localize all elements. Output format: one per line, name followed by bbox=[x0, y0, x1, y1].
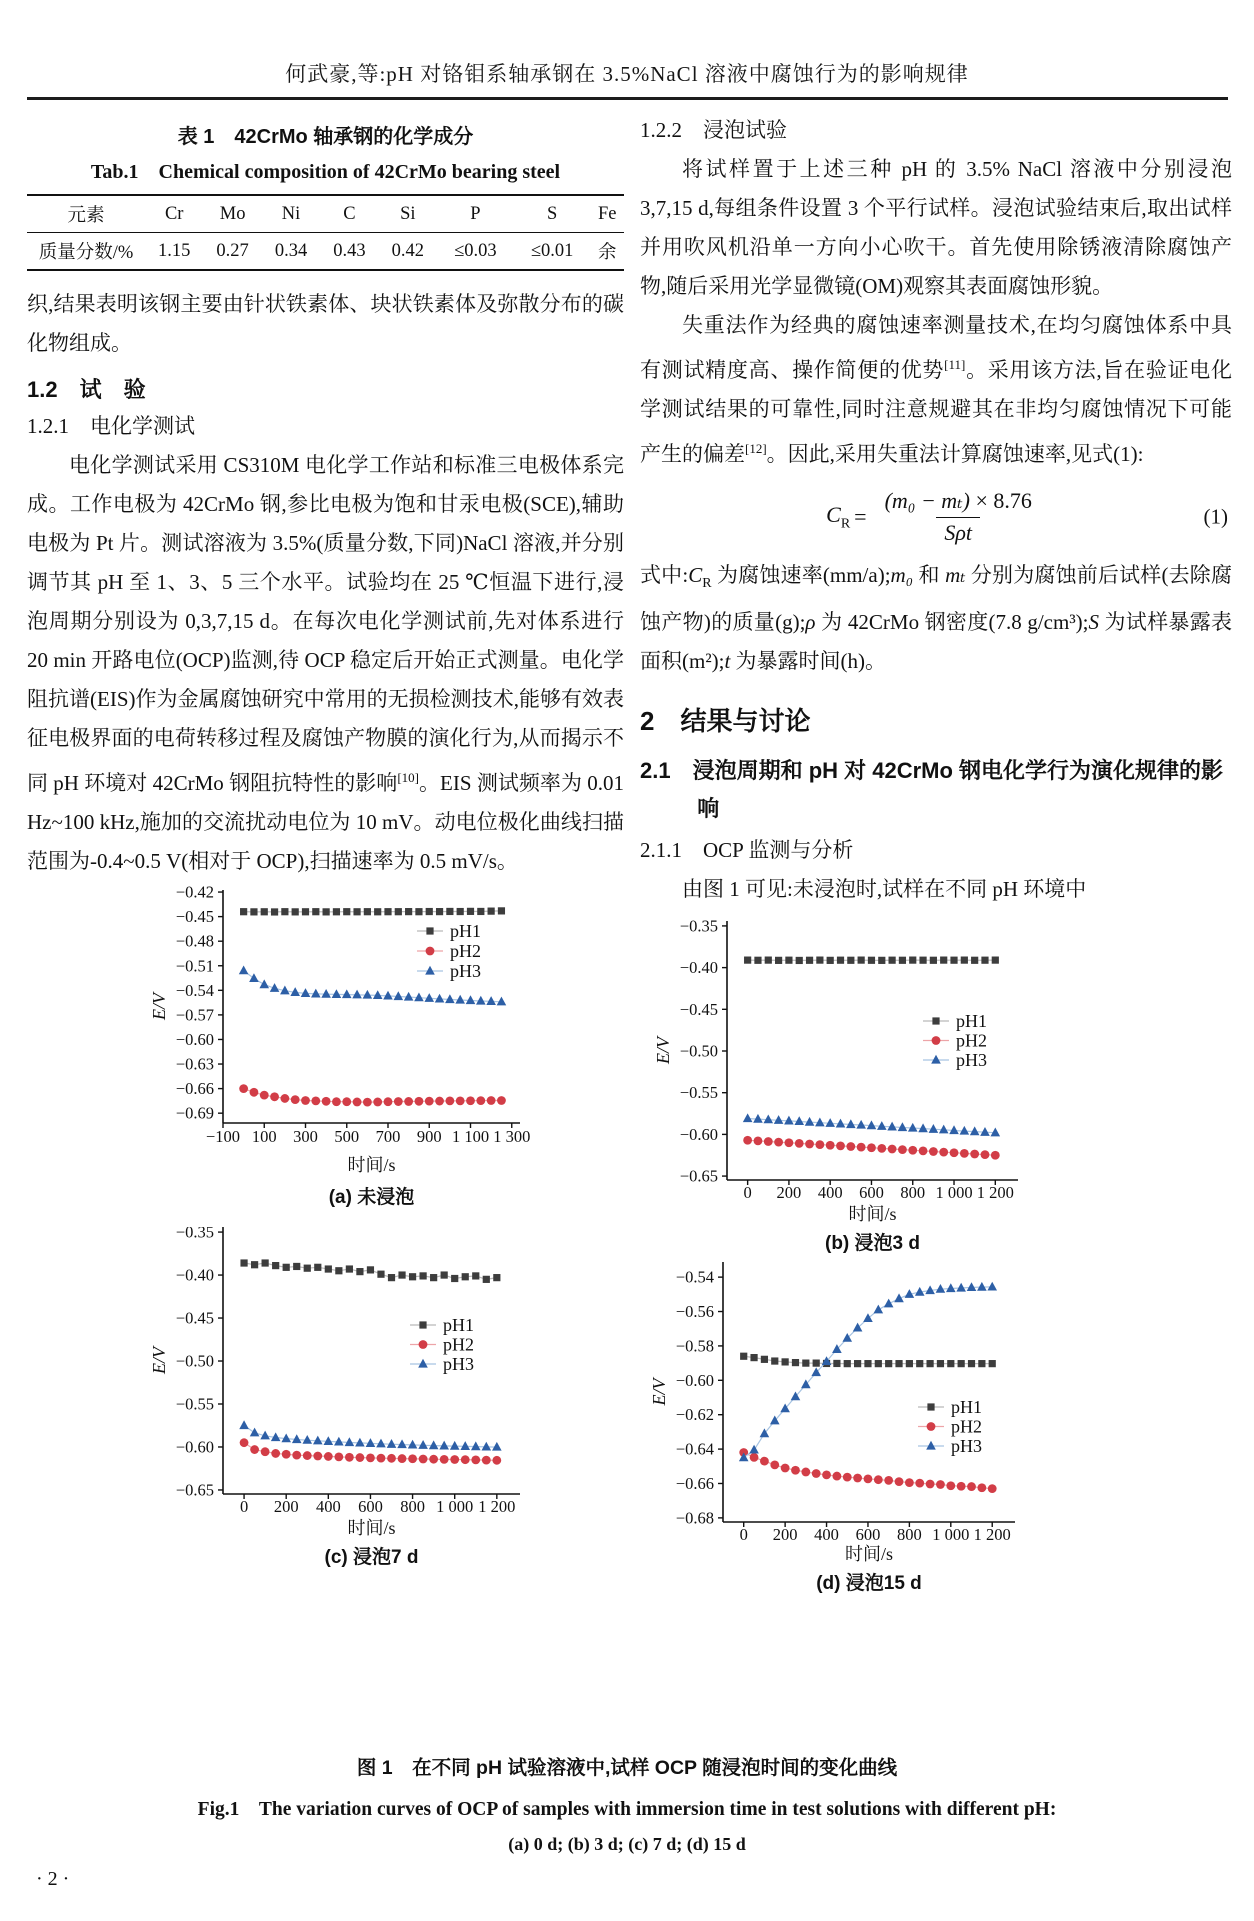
svg-text:−0.66: −0.66 bbox=[675, 1474, 714, 1494]
paragraph-text: 。因此,采用失重法计算腐蚀速率,见式(1): bbox=[766, 442, 1144, 466]
table-header-cell: C bbox=[320, 195, 378, 233]
ocp-chart-7d bbox=[27, 1227, 624, 1567]
table-header-cell: P bbox=[437, 195, 514, 233]
svg-text:400: 400 bbox=[315, 1497, 341, 1516]
paragraph-text: 失重法作为经典的腐蚀速率测量技术,在均匀腐蚀体系中具有测试精度高、操作简便的优势 bbox=[640, 313, 1232, 382]
heading-1-2-1: 1.2.1 电化学测试 bbox=[27, 414, 195, 438]
paragraph-text: 。采用该方法,旨在验证电化学测试结果的可靠性,同时注意规避其在非均匀腐蚀情况下可能产生的偏差 bbox=[640, 358, 1233, 466]
svg-text:−0.60: −0.60 bbox=[175, 1029, 214, 1049]
citation-ref-12: [12] bbox=[745, 441, 767, 456]
svg-text:时间/s: 时间/s bbox=[844, 1544, 894, 1565]
svg-text:pH2: pH2 bbox=[951, 1416, 982, 1437]
paragraph-weight-loss bbox=[640, 306, 1232, 474]
table-header-cell: Cr bbox=[145, 195, 203, 233]
heading-2: 2 结果与讨论 bbox=[640, 706, 811, 737]
svg-text:600: 600 bbox=[859, 1183, 884, 1203]
svg-text:pH2: pH2 bbox=[443, 1334, 474, 1355]
svg-text:−0.45: −0.45 bbox=[175, 907, 214, 927]
table-cell: 质量分数/% bbox=[38, 243, 134, 263]
svg-text:时间/s: 时间/s bbox=[347, 1155, 396, 1175]
svg-text:E/V: E/V bbox=[149, 1347, 169, 1374]
svg-text:600: 600 bbox=[855, 1525, 881, 1545]
equation-1 bbox=[640, 488, 1232, 546]
var-C: C bbox=[688, 563, 703, 587]
svg-text:(a) 未浸泡: (a) 未浸泡 bbox=[328, 1187, 415, 1208]
paragraph-text: 电化学测试采用 CS310M 电化学工作站和标准三电极体系完成。工作电极为 42CrMo 钢,参比电极为饱和甘汞电极(SCE),辅助电极为 Pt 片。测试溶液为 3.5%(质量分数,下同)NaCl 溶液,并分别调节其 pH 至 1、3、5 三个水平。试验均在 25 ℃恒温下进行,浸泡周期分别设为 0,3,7,15 d。在每次电化学测试前,先对体系进行 20 min 开路电位(OCP)监测,待 OCP 稳定后开始正式测量。电化学阻抗谱(EIS)作为金属腐蚀研究中常用的无损检测技术,能够有效表征电极界面的电荷转移过程及腐蚀产物膜的演化行为,从而揭示不同 pH 环境对 42CrMo 钢阻抗特性的影响 bbox=[27, 453, 624, 795]
table-header-cell: 元素 bbox=[27, 195, 145, 233]
paragraph-where bbox=[640, 556, 1232, 681]
svg-text:−0.45: −0.45 bbox=[175, 1308, 214, 1328]
series-pH1 bbox=[740, 1353, 996, 1368]
svg-text:(d) 浸泡15 d: (d) 浸泡15 d bbox=[816, 1573, 922, 1595]
svg-text:pH2: pH2 bbox=[450, 941, 481, 961]
svg-text:1 000: 1 000 bbox=[436, 1497, 474, 1516]
svg-text:−0.35: −0.35 bbox=[175, 1227, 214, 1242]
var-m0: m₀ bbox=[890, 563, 914, 587]
svg-text:−0.68: −0.68 bbox=[675, 1508, 714, 1528]
svg-text:pH3: pH3 bbox=[951, 1436, 982, 1457]
right-column bbox=[640, 112, 1232, 1595]
table-cell: ≤0.03 bbox=[454, 240, 497, 261]
svg-text:−0.57: −0.57 bbox=[175, 1005, 214, 1025]
table1-title-en: Tab.1 Chemical composition of 42CrMo bearing steel bbox=[90, 161, 561, 183]
svg-text:pH1: pH1 bbox=[450, 921, 481, 941]
svg-text:800: 800 bbox=[400, 1497, 425, 1516]
paragraph-text: 为 42CrMo 钢密度(7.8 g/cm³); bbox=[815, 610, 1089, 635]
ocp-chart-15d bbox=[640, 1255, 1232, 1595]
var-mt: mₜ bbox=[945, 563, 966, 587]
svg-text:(c) 浸泡7 d: (c) 浸泡7 d bbox=[324, 1547, 419, 1567]
svg-text:−0.64: −0.64 bbox=[675, 1439, 714, 1459]
paragraph-text: 为暴露时间(h)。 bbox=[730, 649, 887, 674]
ocp-chart-3d bbox=[640, 913, 1232, 1253]
table1-composition bbox=[27, 194, 624, 271]
equation-lhs: $C_R$ bbox=[826, 501, 851, 532]
svg-text:pH1: pH1 bbox=[443, 1315, 474, 1335]
svg-text:400: 400 bbox=[814, 1525, 839, 1545]
svg-text:−0.50: −0.50 bbox=[175, 1351, 214, 1371]
svg-text:−0.54: −0.54 bbox=[175, 980, 214, 1000]
svg-text:−0.40: −0.40 bbox=[175, 1265, 214, 1285]
equation-number: (1) bbox=[1203, 504, 1228, 529]
svg-text:600: 600 bbox=[358, 1497, 383, 1516]
svg-text:−0.55: −0.55 bbox=[175, 1394, 214, 1414]
svg-text:200: 200 bbox=[772, 1525, 798, 1545]
table-cell: 0.43 bbox=[333, 240, 366, 261]
svg-text:pH3: pH3 bbox=[443, 1354, 474, 1374]
table-cell: 0.27 bbox=[216, 240, 249, 261]
running-header: 何武豪,等:pH 对铬钼系轴承钢在 3.5%NaCl 溶液中腐蚀行为的影响规律 bbox=[285, 62, 969, 86]
fraction-numerator: (m₀ − mₜ) × 8.76 bbox=[884, 488, 1032, 513]
svg-text:−0.60: −0.60 bbox=[679, 1125, 718, 1145]
table-row bbox=[27, 233, 624, 271]
fraction-denominator: Sρt bbox=[936, 517, 980, 546]
series-pH2 bbox=[239, 1084, 506, 1106]
svg-text:−0.40: −0.40 bbox=[679, 958, 718, 978]
var-rho: ρ bbox=[805, 610, 816, 635]
figure1-caption-zh: 图 1 在不同 pH 试验溶液中,试样 OCP 随浸泡时间的变化曲线 bbox=[356, 1757, 898, 1779]
paragraph-text: 分别为腐蚀前后试样(去除腐蚀产物)的质量(g); bbox=[640, 563, 1232, 635]
svg-text:−0.54: −0.54 bbox=[675, 1267, 714, 1287]
svg-text:−0.50: −0.50 bbox=[679, 1041, 718, 1061]
paragraph-text: 为腐蚀速率(mm/a); bbox=[711, 563, 891, 587]
svg-text:1 200: 1 200 bbox=[973, 1525, 1011, 1545]
svg-text:−0.55: −0.55 bbox=[679, 1083, 718, 1103]
fraction bbox=[877, 488, 1040, 546]
heading-2-1-1: 2.1.1 OCP 监测与分析 bbox=[640, 838, 854, 863]
legend bbox=[918, 1397, 982, 1456]
svg-text:时间/s: 时间/s bbox=[347, 1518, 396, 1538]
table-header-cell: Mo bbox=[203, 195, 261, 233]
var-S: S bbox=[1088, 610, 1099, 635]
svg-text:−0.65: −0.65 bbox=[175, 1480, 214, 1500]
svg-text:−0.45: −0.45 bbox=[679, 999, 718, 1019]
citation-ref-10: [10] bbox=[397, 770, 419, 785]
svg-text:−0.66: −0.66 bbox=[175, 1079, 214, 1099]
var-sub-R: R bbox=[702, 576, 712, 592]
svg-text:1 200: 1 200 bbox=[976, 1183, 1014, 1203]
legend bbox=[417, 921, 481, 981]
paragraph-text: 为试样暴露表面积(m²); bbox=[640, 610, 1233, 674]
svg-text:pH3: pH3 bbox=[450, 961, 481, 981]
svg-text:−0.65: −0.65 bbox=[679, 1166, 718, 1186]
svg-text:(b) 浸泡3 d: (b) 浸泡3 d bbox=[825, 1233, 920, 1254]
svg-text:1 000: 1 000 bbox=[932, 1525, 970, 1545]
svg-text:0: 0 bbox=[239, 1497, 249, 1516]
left-column bbox=[27, 112, 624, 1567]
series-pH2 bbox=[743, 1136, 999, 1160]
svg-text:E/V: E/V bbox=[149, 993, 169, 1020]
figure1-caption-parts: (a) 0 d; (b) 3 d; (c) 7 d; (d) 15 d bbox=[508, 1834, 746, 1854]
equals-sign: = bbox=[854, 504, 867, 529]
series-pH3 bbox=[743, 1114, 1000, 1137]
ocp-chart-0d bbox=[27, 885, 624, 1225]
table-row bbox=[27, 195, 624, 233]
heading-1-2-2: 1.2.2 浸泡试验 bbox=[640, 118, 787, 142]
svg-text:pH2: pH2 bbox=[956, 1030, 987, 1051]
paragraph-text: 。EIS 测试频率为 0.01 Hz~100 kHz,施加的交流扰动电位为 10 mV。动电位极化曲线扫描范围为-0.4~0.5 V(相对于 OCP),扫描速率为 0.5 mV/s。 bbox=[27, 771, 624, 873]
svg-text:E/V: E/V bbox=[649, 1378, 669, 1406]
svg-text:1 100: 1 100 bbox=[451, 1127, 490, 1146]
svg-text:−0.51: −0.51 bbox=[175, 956, 214, 976]
paragraph-text: 和 bbox=[913, 563, 946, 587]
page-number: · 2 · bbox=[36, 1868, 70, 1890]
paragraph-immersion: 将试样置于上述三种 pH 的 3.5% NaCl 溶液中分别浸泡 3,7,15 d,每组条件设置 3 个平行试样。浸泡试验结束后,取出试样并用吹风机沿单一方向小心吹干。首先使用除锈液清除腐蚀产物,随后采用光学显微镜(OM)观察其表面腐蚀形貌。 bbox=[640, 157, 1232, 298]
svg-text:1 300: 1 300 bbox=[493, 1127, 531, 1146]
svg-text:300: 300 bbox=[293, 1127, 318, 1146]
svg-text:400: 400 bbox=[817, 1183, 843, 1203]
legend bbox=[410, 1315, 474, 1374]
var-t: t bbox=[724, 649, 731, 674]
svg-text:−0.60: −0.60 bbox=[675, 1370, 714, 1390]
svg-text:pH1: pH1 bbox=[956, 1011, 987, 1032]
svg-text:−0.35: −0.35 bbox=[679, 916, 718, 936]
svg-text:−0.63: −0.63 bbox=[175, 1054, 214, 1074]
figure1-caption-en: Fig.1 The variation curves of OCP of samples with immersion time in test solutions with different pH: bbox=[197, 1799, 1057, 1820]
svg-text:−0.48: −0.48 bbox=[175, 931, 214, 951]
table-header-cell: Si bbox=[379, 195, 437, 233]
svg-text:−0.42: −0.42 bbox=[175, 885, 214, 902]
table-cell: ≤0.01 bbox=[530, 240, 574, 261]
series-pH1 bbox=[744, 957, 999, 965]
svg-text:200: 200 bbox=[273, 1497, 299, 1516]
table1-title-zh: 表 1 42CrMo 轴承钢的化学成分 bbox=[177, 126, 474, 148]
svg-text:−0.69: −0.69 bbox=[175, 1103, 214, 1123]
svg-text:200: 200 bbox=[776, 1183, 802, 1203]
table-header-cell: Fe bbox=[591, 195, 625, 233]
svg-text:E/V: E/V bbox=[653, 1037, 673, 1065]
paragraph-microstructure: 织,结果表明该钢主要由针状铁素体、块状铁素体及弥散分布的碳化物组成。 bbox=[27, 292, 624, 355]
svg-text:100: 100 bbox=[251, 1127, 277, 1146]
table-cell: 0.34 bbox=[274, 240, 308, 261]
svg-text:1 000: 1 000 bbox=[935, 1183, 973, 1203]
table-header-cell: S bbox=[514, 195, 591, 233]
heading-2-1: 2.1 浸泡周期和 pH 对 42CrMo 钢电化学行为演化规律的影响 bbox=[640, 758, 1224, 822]
svg-text:−0.62: −0.62 bbox=[675, 1405, 714, 1425]
svg-text:900: 900 bbox=[416, 1127, 442, 1146]
figure1-caption bbox=[0, 1752, 1254, 1855]
citation-ref-11: [11] bbox=[944, 357, 966, 372]
svg-text:时间/s: 时间/s bbox=[848, 1204, 897, 1225]
paragraph-text: 式中: bbox=[640, 563, 689, 587]
svg-text:−0.56: −0.56 bbox=[675, 1302, 714, 1322]
series-pH3 bbox=[239, 1420, 501, 1450]
header-rule bbox=[27, 97, 1228, 100]
svg-text:0: 0 bbox=[743, 1183, 752, 1203]
table-cell: 1.15 bbox=[158, 240, 191, 261]
svg-text:−0.58: −0.58 bbox=[675, 1336, 714, 1356]
heading-1-2: 1.2 试 验 bbox=[27, 377, 146, 402]
paragraph-fig1-intro: 由图 1 可见:未浸泡时,试样在不同 pH 环境中 bbox=[682, 877, 1087, 902]
svg-text:pH1: pH1 bbox=[951, 1397, 982, 1418]
table-cell: 余 bbox=[597, 243, 617, 263]
svg-text:800: 800 bbox=[897, 1525, 922, 1545]
series-pH1 bbox=[240, 907, 505, 915]
series-pH1 bbox=[240, 1259, 500, 1283]
svg-text:700: 700 bbox=[375, 1127, 401, 1146]
svg-text:−100: −100 bbox=[205, 1127, 241, 1146]
svg-text:0: 0 bbox=[739, 1525, 748, 1545]
svg-text:800: 800 bbox=[900, 1183, 926, 1203]
table-header-cell: Ni bbox=[262, 195, 320, 233]
paragraph-electrochemical bbox=[27, 446, 624, 881]
svg-text:pH3: pH3 bbox=[956, 1050, 987, 1071]
table-cell: 0.42 bbox=[391, 240, 425, 261]
svg-text:1 200: 1 200 bbox=[478, 1497, 516, 1516]
svg-text:500: 500 bbox=[334, 1127, 360, 1146]
svg-text:−0.60: −0.60 bbox=[175, 1437, 214, 1457]
legend bbox=[923, 1011, 987, 1070]
